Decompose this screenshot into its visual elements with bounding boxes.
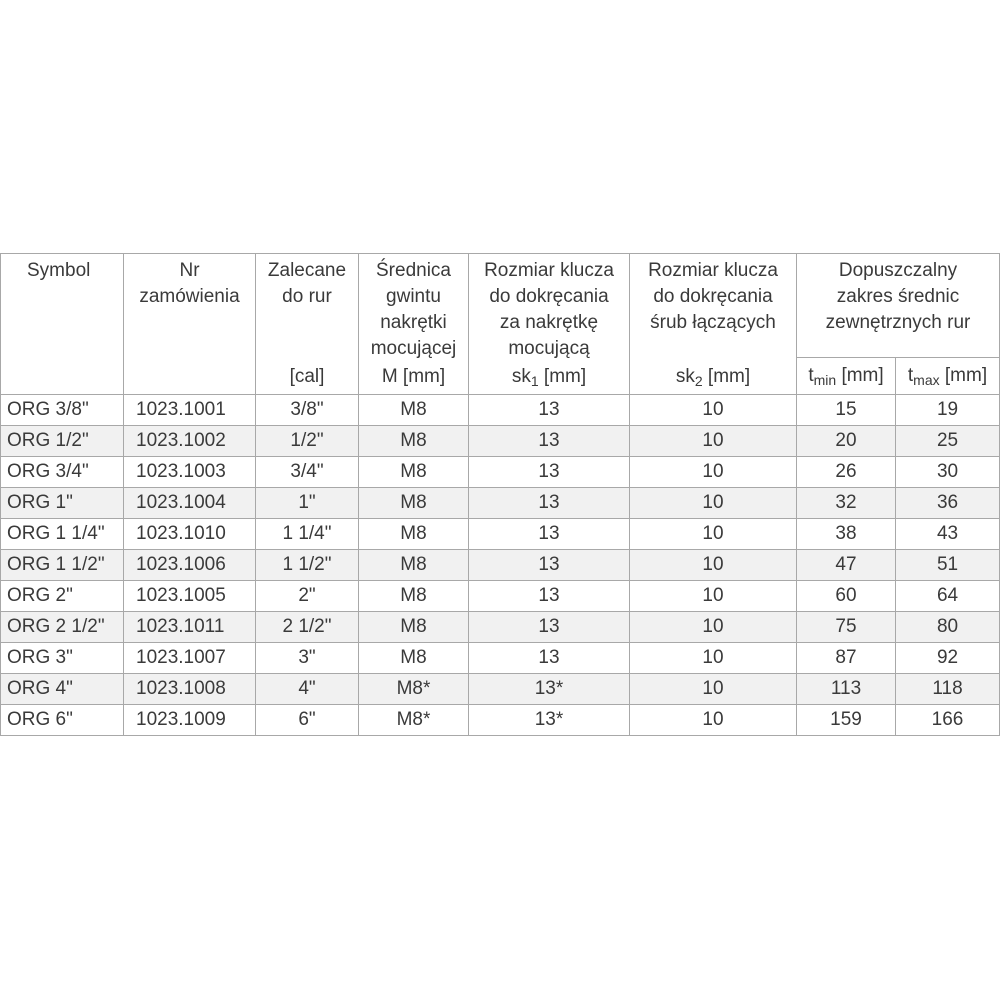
header-zal-unit: [cal] (289, 366, 325, 387)
cell-sk2: 10 (630, 426, 797, 457)
cell-tmin: 20 (797, 426, 896, 457)
header-sk1-line-4: mocującą (508, 338, 590, 359)
cell-symbol: ORG 3/4" (1, 457, 124, 488)
cell-order-number: 1023.1008 (124, 674, 256, 705)
header-sk2-line-3: śrub łączących (650, 312, 776, 333)
cell-thread: M8 (359, 395, 469, 426)
table-row (1, 395, 1000, 426)
header-sk1-line-3: za nakrętkę (499, 312, 599, 333)
cell-symbol: ORG 4" (1, 674, 124, 705)
cell-tmin: 60 (797, 581, 896, 612)
cell-recommended-pipe: 2" (256, 581, 359, 612)
cell-order-number: 1023.1010 (124, 519, 256, 550)
header-thread-diameter (359, 254, 469, 395)
cell-tmin: 75 (797, 612, 896, 643)
cell-symbol: ORG 6" (1, 705, 124, 736)
cell-recommended-pipe: 2 1/2" (256, 612, 359, 643)
cell-tmin: 38 (797, 519, 896, 550)
cell-recommended-pipe: 1/2" (256, 426, 359, 457)
header-sred-line-3: nakrętki (380, 312, 447, 333)
header-nr-line-1: Nr (179, 260, 200, 281)
cell-sk2: 10 (630, 519, 797, 550)
cell-tmin: 32 (797, 488, 896, 519)
cell-sk1: 13* (469, 705, 630, 736)
cell-tmax: 92 (896, 643, 1000, 674)
cell-tmax: 80 (896, 612, 1000, 643)
cell-order-number: 1023.1009 (124, 705, 256, 736)
cell-tmax: 118 (896, 674, 1000, 705)
spec-table (0, 253, 1000, 736)
cell-symbol: ORG 3" (1, 643, 124, 674)
cell-sk2: 10 (630, 395, 797, 426)
header-wrench-size-bolts (630, 254, 797, 395)
cell-thread: M8 (359, 519, 469, 550)
table-row (1, 581, 1000, 612)
cell-thread: M8 (359, 581, 469, 612)
table-row (1, 674, 1000, 705)
cell-symbol: ORG 1 1/4" (1, 519, 124, 550)
cell-sk2: 10 (630, 488, 797, 519)
header-sk1-line-1: Rozmiar klucza (484, 260, 614, 281)
cell-tmax: 64 (896, 581, 1000, 612)
header-sk2-line-1: Rozmiar klucza (648, 260, 778, 281)
header-recommended-pipe (256, 254, 359, 395)
header-dop-line-1: Dopuszczalny (838, 260, 958, 281)
cell-order-number: 1023.1006 (124, 550, 256, 581)
cell-thread: M8* (359, 674, 469, 705)
cell-tmax: 25 (896, 426, 1000, 457)
cell-sk2: 10 (630, 643, 797, 674)
cell-recommended-pipe: 4" (256, 674, 359, 705)
cell-recommended-pipe: 6" (256, 705, 359, 736)
cell-symbol: ORG 3/8" (1, 395, 124, 426)
cell-thread: M8 (359, 488, 469, 519)
cell-sk2: 10 (630, 705, 797, 736)
cell-symbol: ORG 1 1/2" (1, 550, 124, 581)
cell-sk1: 13 (469, 550, 630, 581)
table-row (1, 705, 1000, 736)
table-row (1, 488, 1000, 519)
cell-sk1: 13 (469, 426, 630, 457)
cell-tmin: 87 (797, 643, 896, 674)
table-row (1, 550, 1000, 581)
cell-tmin: 47 (797, 550, 896, 581)
cell-tmax: 43 (896, 519, 1000, 550)
cell-sk2: 10 (630, 550, 797, 581)
spec-table-container (0, 253, 999, 736)
header-nr-line-2: zamówienia (139, 286, 240, 307)
cell-order-number: 1023.1005 (124, 581, 256, 612)
cell-order-number: 1023.1001 (124, 395, 256, 426)
cell-order-number: 1023.1003 (124, 457, 256, 488)
header-sk2-line-2: do dokręcania (653, 286, 773, 307)
cell-symbol: ORG 1/2" (1, 426, 124, 457)
table-row (1, 643, 1000, 674)
cell-symbol: ORG 1" (1, 488, 124, 519)
cell-sk1: 13 (469, 457, 630, 488)
cell-thread: M8* (359, 705, 469, 736)
cell-tmax: 166 (896, 705, 1000, 736)
cell-sk1: 13 (469, 612, 630, 643)
header-dop-line-2: zakres średnic (836, 286, 960, 307)
header-allowed-diameter-range (797, 254, 1000, 358)
header-sred-line-4: mocującej (370, 338, 457, 359)
cell-recommended-pipe: 3/4" (256, 457, 359, 488)
cell-sk1: 13 (469, 395, 630, 426)
header-zal-line-1: Zalecane (267, 260, 347, 281)
cell-order-number: 1023.1007 (124, 643, 256, 674)
cell-symbol: ORG 2" (1, 581, 124, 612)
header-tmin: $t_{min}$ [mm] (797, 357, 896, 394)
cell-tmin: 26 (797, 457, 896, 488)
cell-order-number: 1023.1002 (124, 426, 256, 457)
header-symbol-label: Symbol (27, 260, 91, 281)
cell-tmin: 15 (797, 395, 896, 426)
table-row (1, 426, 1000, 457)
cell-sk1: 13 (469, 488, 630, 519)
cell-recommended-pipe: 1 1/4" (256, 519, 359, 550)
header-tmax: $t_{max}$ [mm] (896, 357, 1000, 394)
cell-sk1: 13 (469, 581, 630, 612)
header-sk1-unit: $sk_1$ [mm] (511, 366, 587, 389)
table-row (1, 612, 1000, 643)
cell-recommended-pipe: 3/8" (256, 395, 359, 426)
cell-tmax: 30 (896, 457, 1000, 488)
header-dop-line-3: zewnętrznych rur (825, 312, 971, 333)
header-sk1-line-2: do dokręcania (489, 286, 609, 307)
cell-sk1: 13 (469, 643, 630, 674)
header-sred-unit: M [mm] (381, 366, 446, 387)
cell-sk1: 13* (469, 674, 630, 705)
header-zal-line-2: do rur (282, 286, 332, 307)
header-order-number (124, 254, 256, 395)
cell-symbol: ORG 2 1/2" (1, 612, 124, 643)
cell-order-number: 1023.1011 (124, 612, 256, 643)
cell-sk2: 10 (630, 457, 797, 488)
cell-thread: M8 (359, 426, 469, 457)
header-sred-line-1: Średnica (376, 260, 451, 281)
cell-thread: M8 (359, 643, 469, 674)
table-row (1, 457, 1000, 488)
table-body (1, 395, 1000, 736)
cell-recommended-pipe: 3" (256, 643, 359, 674)
cell-thread: M8 (359, 457, 469, 488)
table-row (1, 519, 1000, 550)
cell-sk1: 13 (469, 519, 630, 550)
cell-thread: M8 (359, 612, 469, 643)
cell-tmax: 36 (896, 488, 1000, 519)
cell-sk2: 10 (630, 581, 797, 612)
header-sred-line-2: gwintu (386, 286, 441, 307)
header-symbol (1, 254, 124, 395)
cell-sk2: 10 (630, 674, 797, 705)
cell-tmin: 113 (797, 674, 896, 705)
table-header (1, 254, 1000, 395)
cell-tmax: 51 (896, 550, 1000, 581)
cell-tmax: 19 (896, 395, 1000, 426)
cell-thread: M8 (359, 550, 469, 581)
cell-order-number: 1023.1004 (124, 488, 256, 519)
cell-recommended-pipe: 1 1/2" (256, 550, 359, 581)
cell-sk2: 10 (630, 612, 797, 643)
header-wrench-size-nut (469, 254, 630, 395)
cell-tmin: 159 (797, 705, 896, 736)
header-sk2-unit: $sk_2$ [mm] (675, 366, 751, 389)
cell-recommended-pipe: 1" (256, 488, 359, 519)
